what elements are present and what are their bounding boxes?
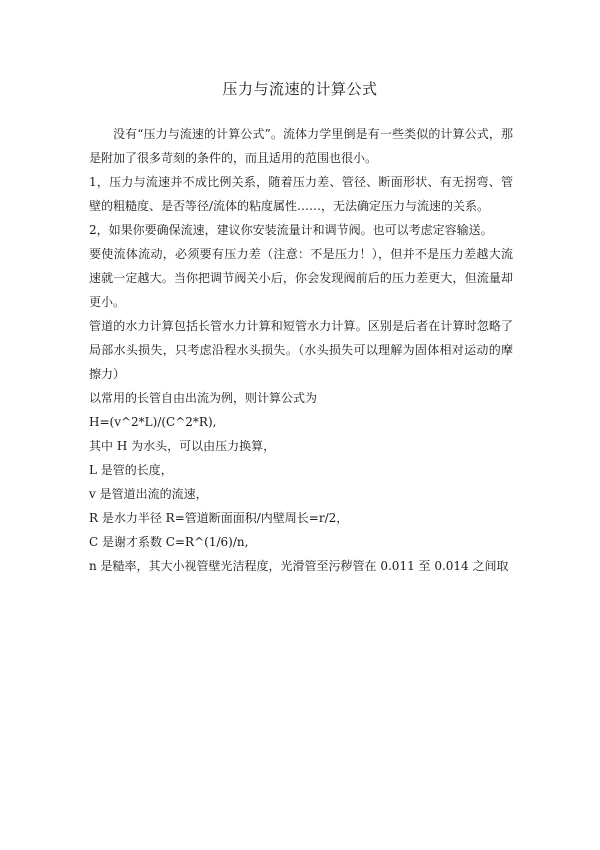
paragraph: 1，压力与流速并不成比例关系，随着压力差、管径、断面形状、有无拐弯、管壁的粗糙度、是否等径/流体的粘度属性……，无法确定压力与流速的关系。 bbox=[89, 175, 513, 213]
definition-line: L 是管的长度， bbox=[89, 463, 173, 477]
document-body bbox=[89, 122, 513, 578]
formula-line: H=(v^2*L)/(C^2*R), bbox=[89, 415, 217, 429]
definition-line: v 是管道出流的流速， bbox=[89, 487, 208, 501]
definition-line: R 是水力半径 R=管道断面面积/内壁周长=r/2， bbox=[89, 511, 349, 525]
paragraph: 管道的水力计算包括长管水力计算和短管水力计算。区别是后者在计算时忽略了局部水头损失，只考虑沿程水头损失。（水头损失可以理解为固体相对运动的摩擦力） bbox=[89, 319, 513, 381]
paragraph: 没有“压力与流速的计算公式”。流体力学里倒是有一些类似的计算公式，那是附加了很多苛刻的条件的，而且适用的范围也很小。 bbox=[89, 127, 513, 165]
definition-line: n 是糙率，其大小视管壁光洁程度，光滑管至污秽管在 0.011 至 0.014 之间取 bbox=[89, 559, 509, 573]
definition-line: C 是谢才系数 C=R^(1/6)/n, bbox=[89, 535, 249, 549]
paragraph: 要使流体流动，必须要有压力差（注意：不是压力！），但并不是压力差越大流速就一定越大。当你把调节阀关小后，你会发现阀前后的压力差更大，但流量却更小。 bbox=[89, 247, 513, 309]
paragraph: 2，如果你要确保流速，建议你安装流量计和调节阀。也可以考虑定容输送。 bbox=[89, 223, 493, 237]
document-title: 压力与流速的计算公式 bbox=[222, 80, 378, 98]
paragraph: 以常用的长管自由出流为例，则计算公式为 bbox=[89, 391, 318, 405]
definition-line: 其中 H 为水头，可以由压力换算， bbox=[89, 439, 276, 453]
